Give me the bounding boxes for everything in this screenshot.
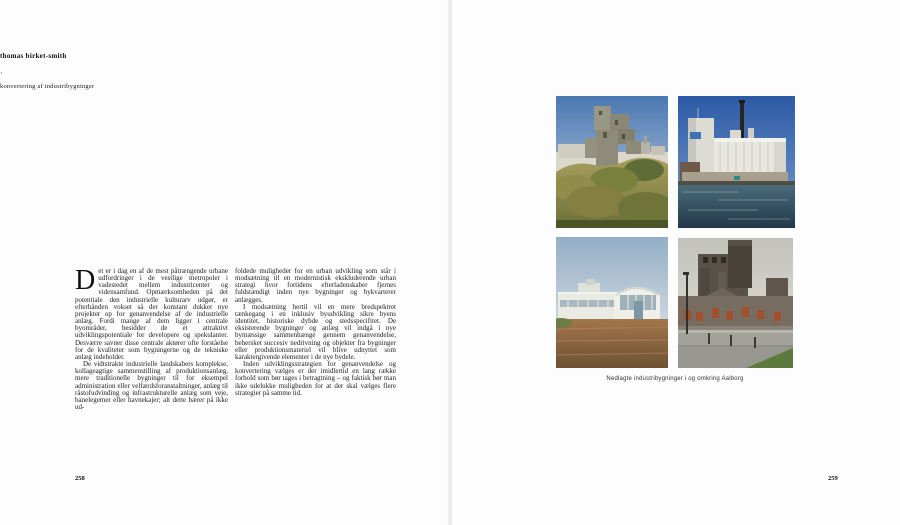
body-paragraph: I modsætning hertil vil en mere bredspektret tænkegang i en inklusiv byudvikling sikre byens identitet, historiske dybde og stedsspecifitet. De eksisterende bygninger og anlæg vil indgå i nye bymæssige sammenhænge gennem genanvendelse, behersket succesiv nedrivning og objekter fra bygninger eller produktionsmateriel vil blive udnyttet som karaktergivende elementer i de nye bydele. <box>235 302 396 361</box>
body-paragraph: foldede muligheder for en urban udvikling som står i modsætning til en modernistisk ekskluderende urban strategi hvor fortidens efterladenskaber fjernes fuldstændigt inden nye bygninger og bykvarterer anlægges. <box>235 267 396 304</box>
photo-silo-tower-grass <box>556 96 668 228</box>
drop-cap: D <box>75 265 96 296</box>
chapter-title: konvertering af industribygninger <box>0 83 95 90</box>
photo-factory-field <box>556 237 668 368</box>
page-gutter <box>447 0 453 525</box>
paragraph-text: et er i dag en af de mest påtrængende urbane udfordringer i de vestlige metropoler i vadestedet mellem industricenter og vidensamfund. Opmærksomheden på det potentiale den industrielle kulturarv udgør, er efterhånden vokset så der konstant dukker nye projekter op for genanvendelse af de industrielle anlæg. Fordi mange af dem ligger i centrale byområder, besidder de et attraktivt udviklingspotentiale for developere og spekulanter. Desværre savner disse centrale aktører ofte forståelse for de kvaliteter som bygningerne og de tekniske anlæg indeholder. <box>75 267 228 361</box>
photo-illustration <box>556 237 668 368</box>
photo-harbour-mill <box>678 96 795 228</box>
photo-illustration <box>678 238 793 368</box>
text-column-1 <box>75 265 228 411</box>
body-paragraph: De vidtstrakte industrielle landskabers komplekse, kollageagtige sammenstilling af produktionsanlæg, mere traditionelle bygninger til for eksempel administration eller velfærdsforanstaltninger, anlæg til råstofudvinding og infrastrukturelle anlæg som veje, banelegemer eller havnekajer; alt dette bærer på ikke ud- <box>75 360 228 411</box>
photo-illustration <box>678 96 795 228</box>
body-paragraph: Inden udviklingsstrategien for genanvendelse og konvertering vælges er der imidlertid en lang række forhold som bør tages i betragtning – og faktisk bør man ikke udelukke muligheden for at der skal vælges flere strategier på samme tid. <box>235 360 396 397</box>
page-number-left: 258 <box>75 475 85 482</box>
author-name: thomas birket-smith <box>0 52 67 60</box>
photo-derelict-silo-road <box>678 238 793 368</box>
separator-dot: · <box>0 69 3 78</box>
page-number-right: 259 <box>828 475 838 482</box>
text-column-2 <box>235 268 396 397</box>
body-paragraph <box>75 265 228 361</box>
photo-caption: Nedlagte industribygninger i og omkring Aalborg <box>606 376 744 382</box>
photo-illustration <box>556 96 668 228</box>
